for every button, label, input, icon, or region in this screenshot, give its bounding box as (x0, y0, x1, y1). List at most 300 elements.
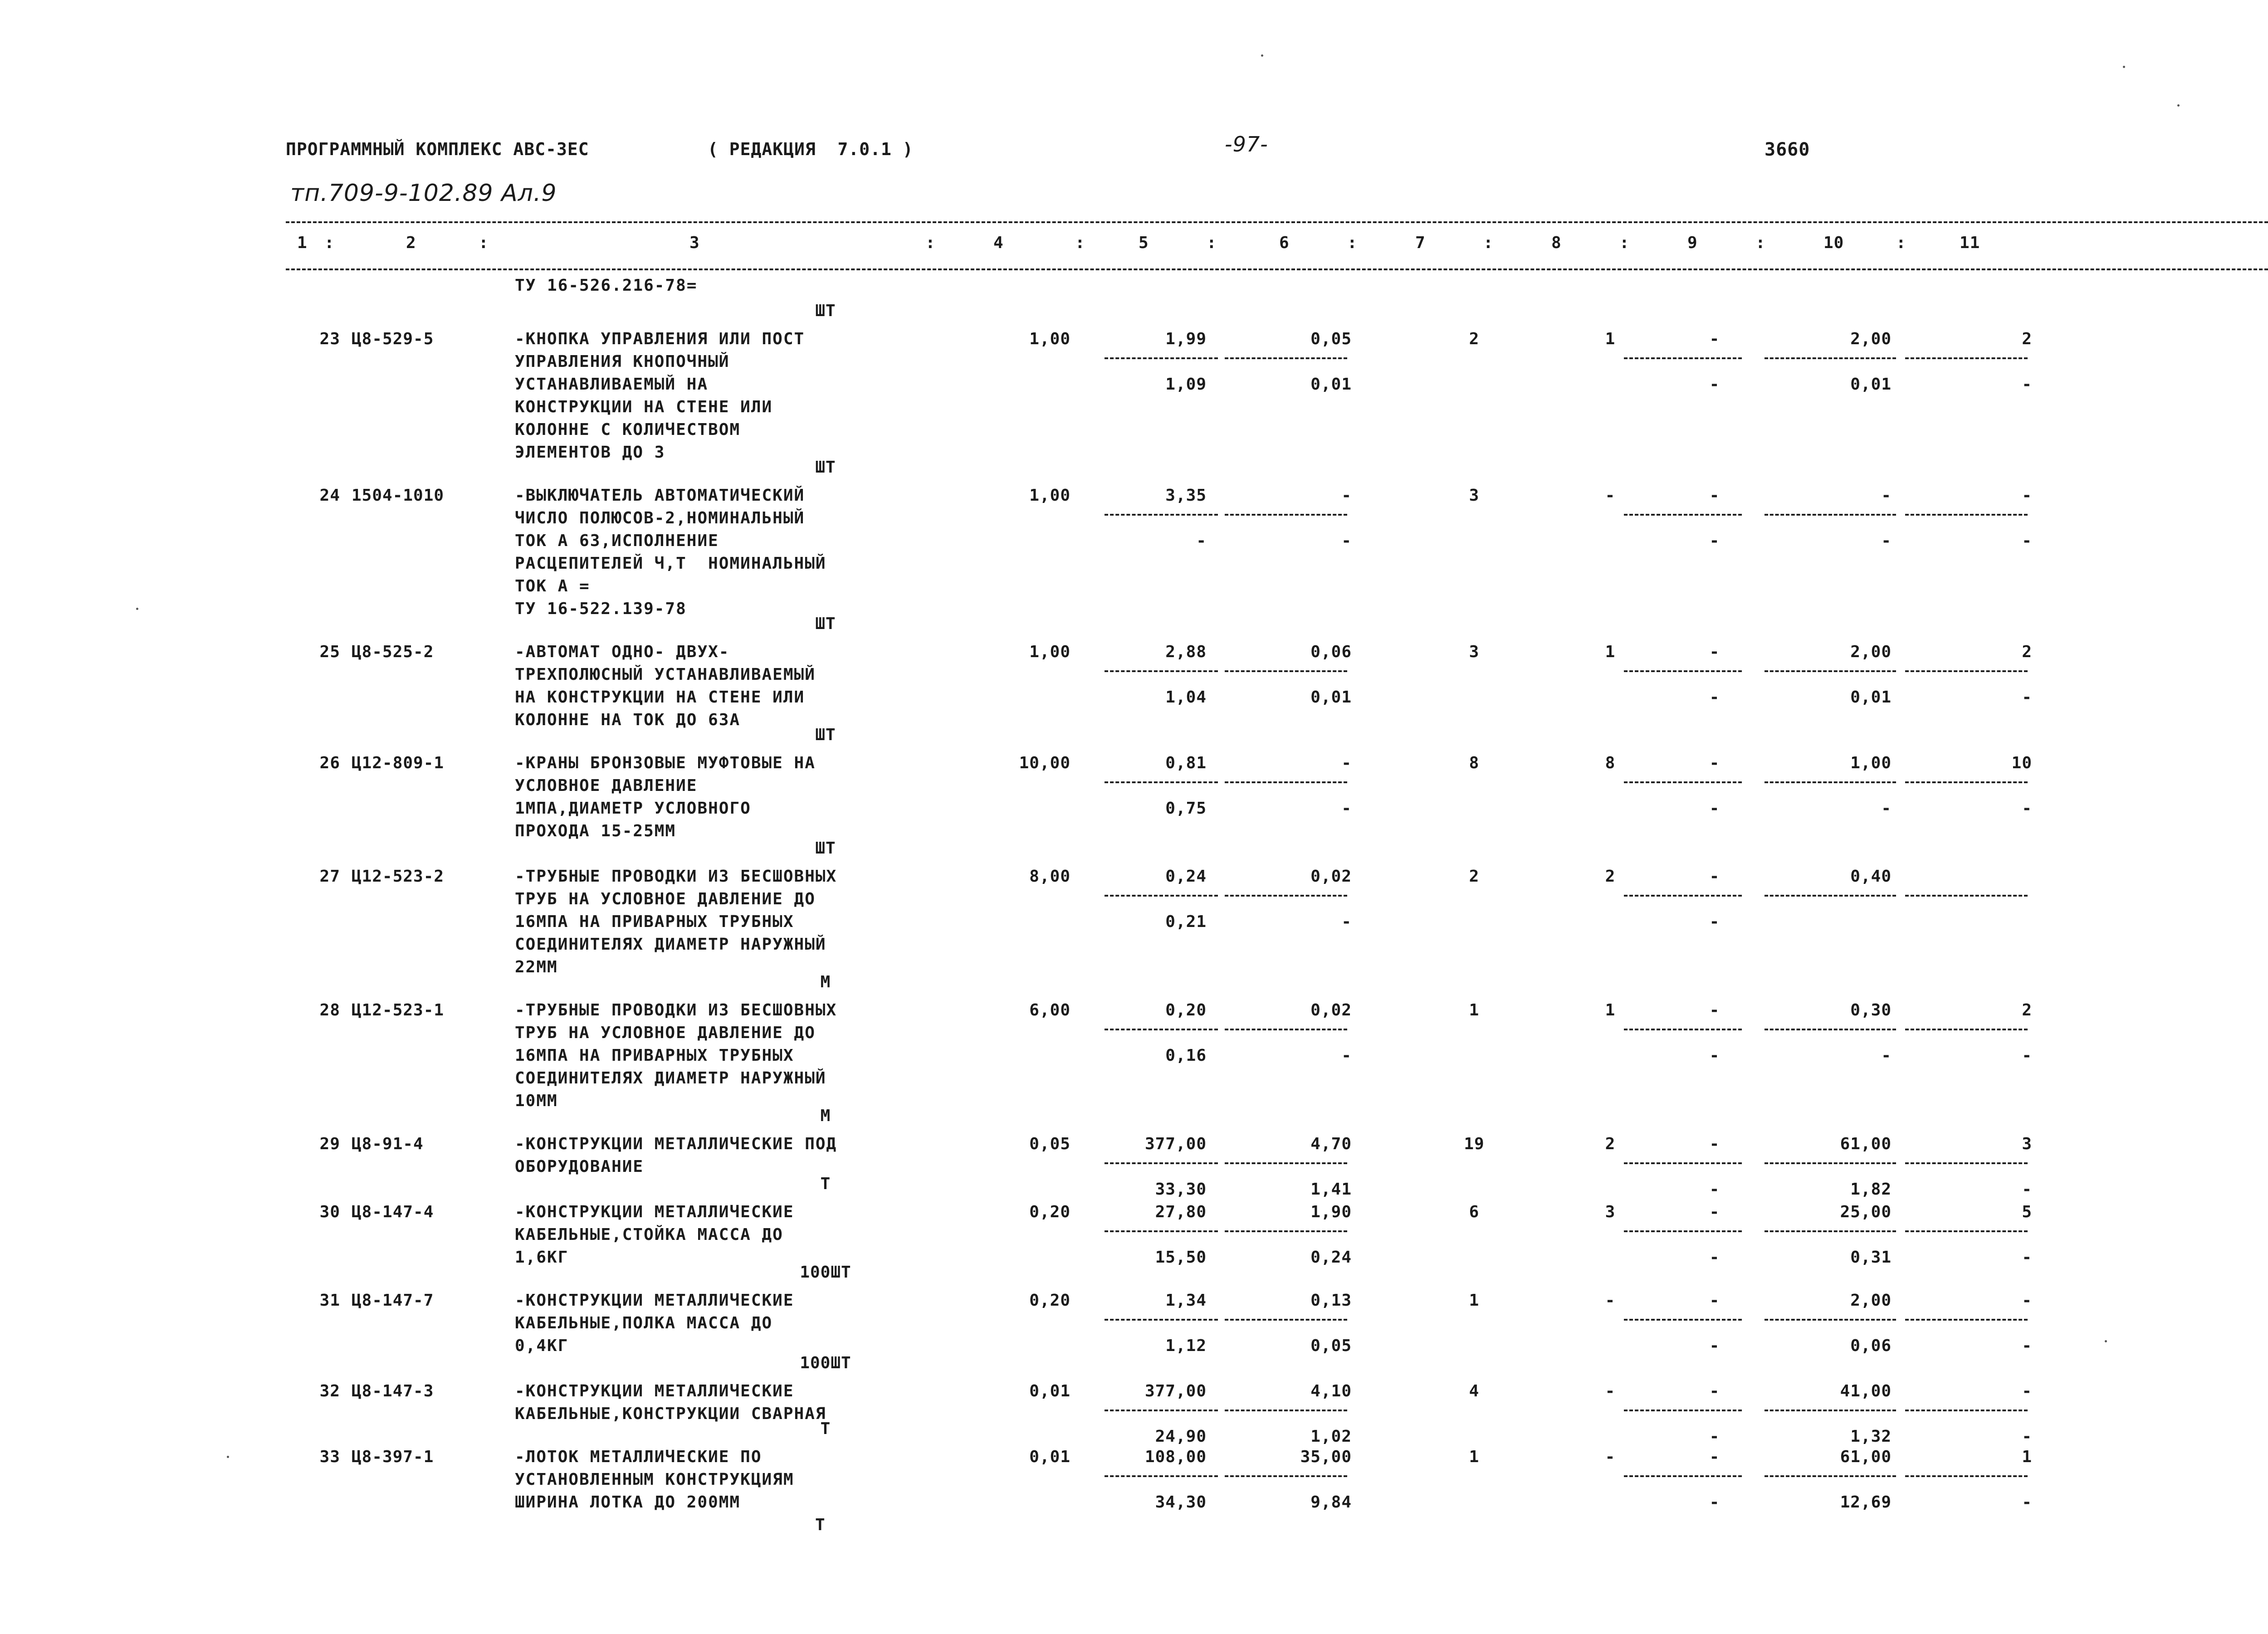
col-separator: : (479, 234, 489, 252)
machine-wages: 9,84 (1310, 1493, 1352, 1512)
description-line: ОБОРУДОВАНИЕ (515, 1157, 644, 1176)
machine-cost: 1,90 (1310, 1203, 1352, 1221)
description-line: ПРОХОДА 15-25ММ (515, 822, 676, 840)
col11-bottom: - (2022, 1493, 2032, 1512)
description-line: 1МПА,ДИАМЕТР УСЛОВНОГО (515, 799, 751, 818)
col10-bottom: 0,06 (1850, 1336, 1892, 1355)
fraction-line (1624, 514, 1742, 516)
fraction-line (1765, 1475, 1896, 1477)
unit-label: ШТ (815, 615, 836, 633)
col11-top: 2 (2022, 1001, 2032, 1019)
col10-top: 41,00 (1840, 1382, 1892, 1400)
unit-label: Т (815, 1516, 826, 1534)
description-line: 16МПА НА ПРИВАРНЫХ ТРУБНЫХ (515, 1046, 794, 1065)
col-separator: : (1483, 234, 1494, 252)
fraction-line (1624, 1230, 1742, 1232)
unit-label: М (820, 973, 831, 991)
description-line: КАБЕЛЬНЫЕ,СТОЙКА МАССА ДО (515, 1225, 783, 1244)
machine-wages: 1,41 (1310, 1180, 1352, 1199)
total-cost: 1 (1469, 1001, 1480, 1019)
fraction-line (1624, 357, 1742, 359)
unit-label: Т (820, 1175, 831, 1193)
quantity: 1,00 (1029, 330, 1070, 348)
unit-label: ШТ (815, 458, 836, 477)
unit-label: 100ШТ (800, 1354, 851, 1372)
total-cost: 19 (1464, 1135, 1485, 1153)
intro-line: ТУ 16-526.216-78= (515, 276, 698, 295)
col9-top: - (1709, 1448, 1720, 1466)
total-cost: 4 (1469, 1382, 1480, 1400)
fraction-line (1225, 357, 1347, 359)
description-line: СОЕДИНИТЕЛЯХ ДИАМЕТР НАРУЖНЫЙ (515, 935, 826, 954)
item-code: 1504-1010 (352, 486, 445, 505)
description-line: -КОНСТРУКЦИИ МЕТАЛЛИЧЕСКИЕ (515, 1382, 794, 1400)
col-header-2: 2 (406, 234, 416, 252)
total-wages: 2 (1605, 1135, 1616, 1153)
machine-wages: - (1341, 799, 1352, 818)
quantity: 0,05 (1029, 1135, 1070, 1153)
col-header-3: 3 (689, 234, 700, 252)
col-separator: : (1619, 234, 1630, 252)
item-code: Ц8-525-2 (352, 643, 434, 661)
col10-bottom: 0,01 (1850, 375, 1892, 394)
description-line: ТОК А = (515, 577, 590, 595)
item-code: Ц8-147-4 (352, 1203, 434, 1221)
fraction-line (1905, 1230, 2028, 1232)
description-line: ШИРИНА ЛОТКА ДО 200ММ (515, 1493, 741, 1512)
unit-label: ШТ (815, 839, 836, 858)
fraction-line (1905, 1410, 2028, 1411)
unit-cost-total: 377,00 (1144, 1382, 1207, 1400)
description-line: -КОНСТРУКЦИИ МЕТАЛЛИЧЕСКИЕ (515, 1203, 794, 1221)
item-description (515, 1449, 923, 1517)
fraction-line (1905, 781, 2028, 783)
col11-top: 10 (2011, 754, 2032, 772)
row-number: 29 (319, 1135, 340, 1153)
fraction-line (1765, 1162, 1896, 1164)
machine-cost: 0,06 (1310, 643, 1352, 661)
description-line: ТУ 16-522.139-78 (515, 600, 687, 618)
unit-cost-total: 377,00 (1144, 1135, 1207, 1153)
description-line: 22ММ (515, 958, 558, 976)
col-separator: : (1896, 234, 1906, 252)
description-line: ТРУБ НА УСЛОВНОЕ ДАВЛЕНИЕ ДО (515, 1024, 816, 1042)
fraction-line (1905, 895, 2028, 897)
description-line: УСТАНАВЛИВАЕМЫЙ НА (515, 375, 709, 394)
row-number: 32 (319, 1382, 340, 1400)
unit-cost-wages: 0,75 (1165, 799, 1207, 818)
description-line: ТРУБ НА УСЛОВНОЕ ДАВЛЕНИЕ ДО (515, 890, 816, 908)
col10-bottom: 12,69 (1840, 1493, 1892, 1512)
fraction-line (1225, 1475, 1347, 1477)
machine-wages: 0,24 (1310, 1248, 1352, 1267)
row-number: 31 (319, 1291, 340, 1310)
unit-label: ШТ (815, 302, 836, 320)
total-wages: 2 (1605, 867, 1616, 886)
col11-top: 2 (2022, 330, 2032, 348)
description-line: 10ММ (515, 1092, 558, 1110)
col11-bottom: - (2022, 532, 2032, 550)
col11-top: 3 (2022, 1135, 2032, 1153)
fraction-line (1624, 1319, 1742, 1321)
col9-top: - (1709, 1291, 1720, 1310)
row-number: 26 (319, 754, 340, 772)
page-number: -97- (1225, 132, 1268, 156)
handwritten-reference: тп.709-9-102.89 Ал.9 (290, 180, 557, 207)
machine-wages: - (1341, 532, 1352, 550)
machine-wages: 0,01 (1310, 375, 1352, 394)
total-wages: 8 (1605, 754, 1616, 772)
col11-top: - (2022, 1291, 2032, 1310)
col-header-11: 11 (1960, 234, 1980, 252)
unit-label: М (820, 1107, 831, 1125)
col9-top: - (1709, 1382, 1720, 1400)
total-wages: - (1605, 1448, 1616, 1466)
fraction-line (1225, 670, 1347, 672)
item-description (515, 868, 923, 982)
fraction-line (1765, 357, 1896, 359)
fraction-line (1225, 1319, 1347, 1321)
quantity: 0,20 (1029, 1203, 1070, 1221)
machine-cost: 0,13 (1310, 1291, 1352, 1310)
description-line: -ВЫКЛЮЧАТЕЛЬ АВТОМАТИЧЕСКИЙ (515, 486, 805, 505)
unit-cost-total: 108,00 (1144, 1448, 1207, 1466)
description-line: -КРАНЫ БРОНЗОВЫЕ МУФТОВЫЕ НА (515, 754, 816, 772)
col9-bottom: - (1709, 1493, 1720, 1512)
col11-bottom: - (2022, 1046, 2032, 1065)
unit-cost-wages: - (1196, 532, 1207, 550)
quantity: 0,01 (1029, 1448, 1070, 1466)
unit-cost-wages: 0,16 (1165, 1046, 1207, 1065)
machine-wages: 0,05 (1310, 1336, 1352, 1355)
description-line: ТРЕХПОЛЮСНЫЙ УСТАНАВЛИВАЕМЫЙ (515, 665, 816, 684)
quantity: 6,00 (1029, 1001, 1070, 1019)
unit-label: Т (820, 1419, 831, 1438)
fraction-line (1225, 781, 1347, 783)
fraction-line (1105, 357, 1218, 359)
fraction-line (1225, 895, 1347, 897)
description-line: КОНСТРУКЦИИ НА СТЕНЕ ИЛИ (515, 398, 773, 416)
total-cost: 1 (1469, 1291, 1480, 1310)
col9-top: - (1709, 643, 1720, 661)
item-code: Ц12-523-1 (352, 1001, 445, 1019)
total-wages: - (1605, 1382, 1616, 1400)
fraction-line (1905, 670, 2028, 672)
unit-cost-wages: 0,21 (1165, 912, 1207, 931)
description-line: ЭЛЕМЕНТОВ ДО 3 (515, 443, 665, 462)
machine-cost: - (1341, 754, 1352, 772)
fraction-line (1624, 781, 1742, 783)
col-separator: : (1207, 234, 1217, 252)
col11-bottom: - (2022, 1248, 2032, 1267)
col11-bottom: - (2022, 1180, 2032, 1199)
fraction-line (1225, 514, 1347, 516)
col-header-8: 8 (1551, 234, 1562, 252)
col10-top: 61,00 (1840, 1448, 1892, 1466)
unit-cost-total: 2,88 (1165, 643, 1207, 661)
total-cost: 2 (1469, 330, 1480, 348)
machine-cost: 0,02 (1310, 1001, 1352, 1019)
fraction-line (1765, 1230, 1896, 1232)
description-line: -ЛОТОК МЕТАЛЛИЧЕСКИЕ ПО (515, 1448, 762, 1466)
fraction-line (1905, 1475, 2028, 1477)
col9-top: - (1709, 754, 1720, 772)
col10-top: 61,00 (1840, 1135, 1892, 1153)
fraction-line (1225, 1410, 1347, 1411)
total-cost: 1 (1469, 1448, 1480, 1466)
col-separator: : (324, 234, 335, 252)
fraction-line (1765, 514, 1896, 516)
fraction-line (1765, 1029, 1896, 1030)
fraction-line (1905, 1319, 2028, 1321)
unit-cost-wages: 24,90 (1155, 1427, 1207, 1446)
col-header-4: 4 (993, 234, 1004, 252)
col11-bottom: - (2022, 375, 2032, 394)
item-description (515, 1136, 923, 1181)
col-header-5: 5 (1139, 234, 1149, 252)
fraction-line (1105, 670, 1218, 672)
unit-cost-wages: 15,50 (1155, 1248, 1207, 1267)
fraction-line (1624, 1029, 1742, 1030)
fraction-line (1225, 1230, 1347, 1232)
col11-bottom: - (2022, 799, 2032, 818)
item-code: Ц8-147-3 (352, 1382, 434, 1400)
description-line: -КОНСТРУКЦИИ МЕТАЛЛИЧЕСКИЕ ПОД (515, 1135, 837, 1153)
description-line: 1,6КГ (515, 1248, 569, 1267)
description-line: СОЕДИНИТЕЛЯХ ДИАМЕТР НАРУЖНЫЙ (515, 1069, 826, 1088)
scan-speck (1261, 54, 1263, 57)
col-header-7: 7 (1415, 234, 1426, 252)
description-line: -КОНСТРУКЦИИ МЕТАЛЛИЧЕСКИЕ (515, 1291, 794, 1310)
col9-bottom: - (1709, 1180, 1720, 1199)
col9-top: - (1709, 1001, 1720, 1019)
item-code: Ц8-91-4 (352, 1135, 424, 1153)
col10-bottom: 0,01 (1850, 688, 1892, 707)
unit-cost-wages: 1,09 (1165, 375, 1207, 394)
col-separator: : (1075, 234, 1085, 252)
col10-bottom: 0,31 (1850, 1248, 1892, 1267)
fraction-line (1765, 1319, 1896, 1321)
machine-wages: - (1341, 1046, 1352, 1065)
scan-speck (136, 608, 138, 610)
total-wages: 1 (1605, 330, 1616, 348)
col10-bottom: - (1881, 532, 1892, 550)
col-header-6: 6 (1279, 234, 1290, 252)
document-code: 3660 (1765, 139, 1810, 160)
description-line: УСЛОВНОЕ ДАВЛЕНИЕ (515, 776, 698, 795)
description-line: УСТАНОВЛЕННЫМ КОНСТРУКЦИЯМ (515, 1470, 794, 1489)
fraction-line (1105, 1475, 1218, 1477)
row-number: 30 (319, 1203, 340, 1221)
item-description (515, 644, 923, 735)
col10-top: 0,40 (1850, 867, 1892, 886)
item-code: Ц8-397-1 (352, 1448, 434, 1466)
col9-bottom: - (1709, 912, 1720, 931)
fraction-line (1105, 1319, 1218, 1321)
col9-bottom: - (1709, 375, 1720, 394)
col9-top: - (1709, 486, 1720, 505)
col-header-1: 1 (297, 234, 308, 252)
col11-top: - (2022, 1382, 2032, 1400)
total-cost: 2 (1469, 867, 1480, 886)
col10-top: 2,00 (1850, 643, 1892, 661)
col11-bottom: - (2022, 1336, 2032, 1355)
fraction-line (1765, 1410, 1896, 1411)
col9-top: - (1709, 1135, 1720, 1153)
machine-wages: 0,01 (1310, 688, 1352, 707)
fraction-line (1624, 670, 1742, 672)
fraction-line (1105, 1410, 1218, 1411)
fraction-line (1105, 1162, 1218, 1164)
fraction-line (1905, 1162, 2028, 1164)
unit-cost-total: 0,20 (1165, 1001, 1207, 1019)
row-number: 25 (319, 643, 340, 661)
fraction-line (1905, 1029, 2028, 1030)
col9-bottom: - (1709, 1248, 1720, 1267)
unit-cost-wages: 33,30 (1155, 1180, 1207, 1199)
col9-bottom: - (1709, 688, 1720, 707)
item-description (515, 331, 923, 467)
unit-cost-total: 27,80 (1155, 1203, 1207, 1221)
col9-bottom: - (1709, 1336, 1720, 1355)
fraction-line (1765, 781, 1896, 783)
machine-cost: 0,02 (1310, 867, 1352, 886)
col11-bottom: - (2022, 688, 2032, 707)
col10-top: 2,00 (1850, 330, 1892, 348)
col9-bottom: - (1709, 1427, 1720, 1446)
col9-top: - (1709, 330, 1720, 348)
row-number: 33 (319, 1448, 340, 1466)
description-line: КАБЕЛЬНЫЕ,ПОЛКА МАССА ДО (515, 1314, 773, 1332)
total-wages: - (1605, 1291, 1616, 1310)
machine-cost: - (1341, 486, 1352, 505)
quantity: 8,00 (1029, 867, 1070, 886)
unit-label: ШТ (815, 726, 836, 744)
description-line: -ТРУБНЫЕ ПРОВОДКИ ИЗ БЕСШОВНЫХ (515, 867, 837, 886)
quantity: 1,00 (1029, 643, 1070, 661)
fraction-line (1105, 514, 1218, 516)
description-line: РАСЦЕПИТЕЛЕЙ Ч,Т НОМИНАЛЬНЫЙ (515, 554, 826, 573)
item-code: Ц12-523-2 (352, 867, 445, 886)
row-number: 23 (319, 330, 340, 348)
description-line: КОЛОННЕ НА ТОК ДО 63А (515, 711, 741, 729)
col10-top: 1,00 (1850, 754, 1892, 772)
col11-top: 2 (2022, 643, 2032, 661)
item-code: Ц8-529-5 (352, 330, 434, 348)
col11-top: 5 (2022, 1203, 2032, 1221)
row-number: 27 (319, 867, 340, 886)
unit-cost-total: 3,35 (1165, 486, 1207, 505)
fraction-line (1105, 1029, 1218, 1030)
header-bottom-rule (286, 268, 2268, 270)
unit-cost-wages: 1,12 (1165, 1336, 1207, 1355)
quantity: 1,00 (1029, 486, 1070, 505)
machine-cost: 4,10 (1310, 1382, 1352, 1400)
col-header-10: 10 (1823, 234, 1844, 252)
header-top-rule (286, 221, 2268, 223)
fraction-line (1624, 1162, 1742, 1164)
quantity: 10,00 (1019, 754, 1070, 772)
fraction-line (1105, 781, 1218, 783)
quantity: 0,01 (1029, 1382, 1070, 1400)
fraction-line (1105, 1230, 1218, 1232)
total-wages: - (1605, 486, 1616, 505)
edition-label: ( РЕДАКЦИЯ 7.0.1 ) (708, 139, 914, 159)
program-title: ПРОГРАММНЫЙ КОМПЛЕКС АВС-3ЕС (286, 139, 589, 159)
col10-top: 0,30 (1850, 1001, 1892, 1019)
col10-top: 25,00 (1840, 1203, 1892, 1221)
col9-bottom: - (1709, 532, 1720, 550)
row-number: 28 (319, 1001, 340, 1019)
fraction-line (1624, 1410, 1742, 1411)
scan-speck (2123, 66, 2125, 68)
machine-cost: 35,00 (1300, 1448, 1352, 1466)
item-description (515, 488, 923, 624)
col10-top: 2,00 (1850, 1291, 1892, 1310)
total-cost: 8 (1469, 754, 1480, 772)
total-wages: 1 (1605, 643, 1616, 661)
item-code: Ц8-147-7 (352, 1291, 434, 1310)
col10-bottom: 1,82 (1850, 1180, 1892, 1199)
col9-top: - (1709, 867, 1720, 886)
item-description (515, 1002, 923, 1116)
description-line: -ТРУБНЫЕ ПРОВОДКИ ИЗ БЕСШОВНЫХ (515, 1001, 837, 1019)
item-code: Ц12-809-1 (352, 754, 445, 772)
total-cost: 3 (1469, 486, 1480, 505)
unit-cost-wages: 1,04 (1165, 688, 1207, 707)
col11-top: - (2022, 486, 2032, 505)
scan-speck (2177, 104, 2180, 107)
total-wages: 1 (1605, 1001, 1616, 1019)
scan-speck (227, 1456, 229, 1458)
description-line: КОЛОННЕ С КОЛИЧЕСТВОМ (515, 420, 741, 439)
col10-bottom: - (1881, 799, 1892, 818)
fraction-line (1105, 895, 1218, 897)
item-description (515, 755, 923, 846)
item-description (515, 1204, 923, 1272)
fraction-line (1624, 1475, 1742, 1477)
description-line: КАБЕЛЬНЫЕ,КОНСТРУКЦИИ СВАРНАЯ (515, 1405, 826, 1423)
unit-cost-wages: 34,30 (1155, 1493, 1207, 1512)
scan-speck (2105, 1340, 2107, 1342)
fraction-line (1905, 357, 2028, 359)
description-line: -КНОПКА УПРАВЛЕНИЯ ИЛИ ПОСТ (515, 330, 805, 348)
total-wages: 3 (1605, 1203, 1616, 1221)
col-separator: : (1755, 234, 1766, 252)
col9-top: - (1709, 1203, 1720, 1221)
col-header-9: 9 (1687, 234, 1698, 252)
col9-bottom: - (1709, 799, 1720, 818)
fraction-line (1225, 1162, 1347, 1164)
machine-wages: - (1341, 912, 1352, 931)
row-number: 24 (319, 486, 340, 505)
machine-cost: 4,70 (1310, 1135, 1352, 1153)
fraction-line (1225, 1029, 1347, 1030)
description-line: НА КОНСТРУКЦИИ НА СТЕНЕ ИЛИ (515, 688, 805, 707)
col11-bottom: - (2022, 1427, 2032, 1446)
machine-cost: 0,05 (1310, 330, 1352, 348)
item-description (515, 1293, 923, 1361)
fraction-line (1905, 514, 2028, 516)
col10-top: - (1881, 486, 1892, 505)
fraction-line (1765, 670, 1896, 672)
col10-bottom: 1,32 (1850, 1427, 1892, 1446)
col11-top: 1 (2022, 1448, 2032, 1466)
unit-cost-total: 0,81 (1165, 754, 1207, 772)
description-line: ЧИСЛО ПОЛЮСОВ-2,НОМИНАЛЬНЫЙ (515, 509, 805, 527)
total-cost: 6 (1469, 1203, 1480, 1221)
fraction-line (1765, 895, 1896, 897)
